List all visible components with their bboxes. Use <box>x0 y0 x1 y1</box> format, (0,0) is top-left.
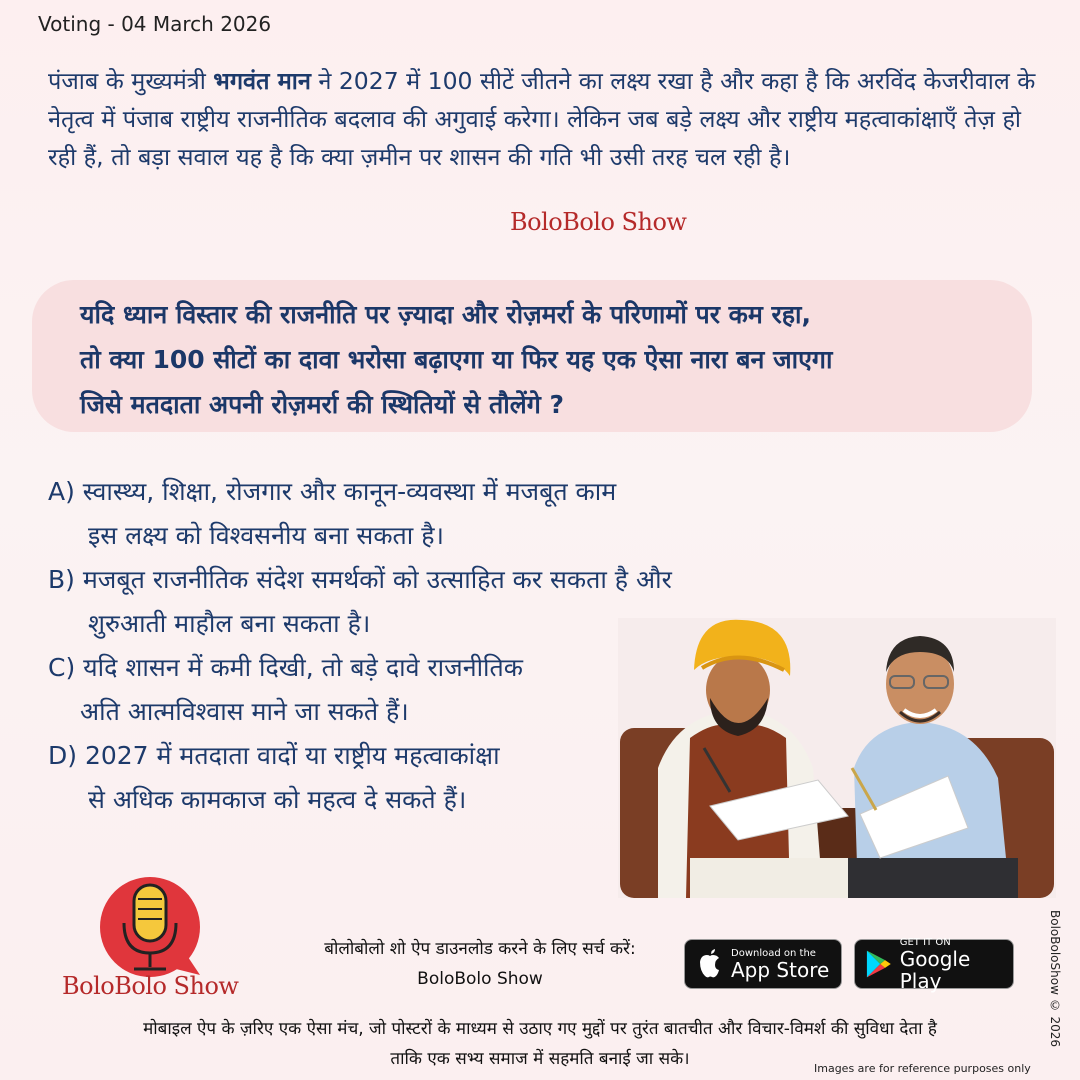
question-line-1: यदि ध्यान विस्तार की राजनीति पर ज़्यादा और रोज़मर्रा के परिणामों पर कम रहा, <box>80 300 811 329</box>
app-store-small-text: Download on the <box>731 947 816 959</box>
app-store-button[interactable] <box>684 939 842 989</box>
intro-part1: पंजाब के मुख्यमंत्री <box>48 67 214 95</box>
intro-bold-name: भगवंत मान <box>213 67 311 95</box>
option-d-line1: D) 2027 में मतदाता वादों या राष्ट्रीय महत्वाकांक्षा <box>48 741 500 770</box>
footer-line-1: मोबाइल ऐप के ज़रिए एक ऐसा मंच, जो पोस्टरों के माध्यम से उठाए गए मुद्दों पर तुरंत बातचीत और विचार-विमर्श की सुविधा देता है <box>143 1019 937 1039</box>
voting-date: Voting - 04 March 2026 <box>38 12 272 36</box>
option-d-line2: से अधिक कामकाज को महत्व दे सकते हैं। <box>88 785 467 814</box>
search-instruction <box>285 934 675 994</box>
google-play-button[interactable] <box>854 936 1014 993</box>
option-c-line2: अति आत्मविश्वास माने जा सकते हैं। <box>80 697 409 726</box>
option-a-line2: इस लक्ष्य को विश्वसनीय बना सकता है। <box>88 521 444 550</box>
option-b-line1: B) मजबूत राजनीतिक संदेश समर्थकों को उत्साहित कर सकता है और <box>48 565 672 594</box>
intro-paragraph <box>48 62 1038 176</box>
app-store-big-text: App Store <box>731 957 830 982</box>
question-line-3: जिसे मतदाता अपनी रोज़मर्रा की स्थितियों से तौलेंगे ? <box>80 390 564 419</box>
search-line-1: बोलोबोलो शो ऐप डाउनलोड करने के लिए सर्च करें: <box>324 939 636 959</box>
logo-text: BoloBolo Show <box>62 972 239 1000</box>
option-a-line1: A) स्वास्थ्य, शिक्षा, रोजगार और कानून-व्यवस्था में मजबूत काम <box>48 477 617 506</box>
google-play-big-text: Google Play <box>899 946 971 993</box>
question-text <box>80 292 1020 427</box>
footer-line-2: ताकि एक सभ्य समाज में सहमति बनाई जा सके। <box>390 1049 690 1069</box>
option-c-line1: C) यदि शासन में कमी दिखी, तो बड़े दावे राजनीतिक <box>48 653 523 682</box>
intro-part2: ने 2027 में 100 सीटें जीतने का लक्ष्य रखा है और कहा है कि अरविंद केजरीवाल के नेतृत्व में पंजाब राष्ट्रीय राजनीतिक बदलाव की अगुवाई करेगा। लेकिन जब बड़े लक्ष्य और राष्ट्रीय महत्वाकांक्षाएँ तेज़ हो रही हैं, तो बड़ा सवाल यह है कि क्या ज़मीन पर शासन की गति भी उसी तरह चल रही है। <box>48 67 1036 171</box>
brand-watermark: BoloBolo Show <box>510 208 687 236</box>
option-a[interactable] <box>48 470 838 558</box>
apple-icon <box>697 949 723 979</box>
politicians-illustration <box>618 618 1056 898</box>
google-play-small-text: GET IT ON <box>899 936 951 948</box>
option-b-line2: शुरुआती माहौल बना सकता है। <box>88 609 371 638</box>
search-line-2: BoloBolo Show <box>417 969 543 989</box>
question-line-2: तो क्या 100 सीटों का दावा भरोसा बढ़ाएगा या फिर यह एक ऐसा नारा बन जाएगा <box>80 345 833 374</box>
copyright: BoloBoloShow © 2026 <box>1048 910 1062 1048</box>
disclaimer: Images are for reference purposes only <box>814 1062 1031 1075</box>
google-play-icon <box>865 949 892 979</box>
